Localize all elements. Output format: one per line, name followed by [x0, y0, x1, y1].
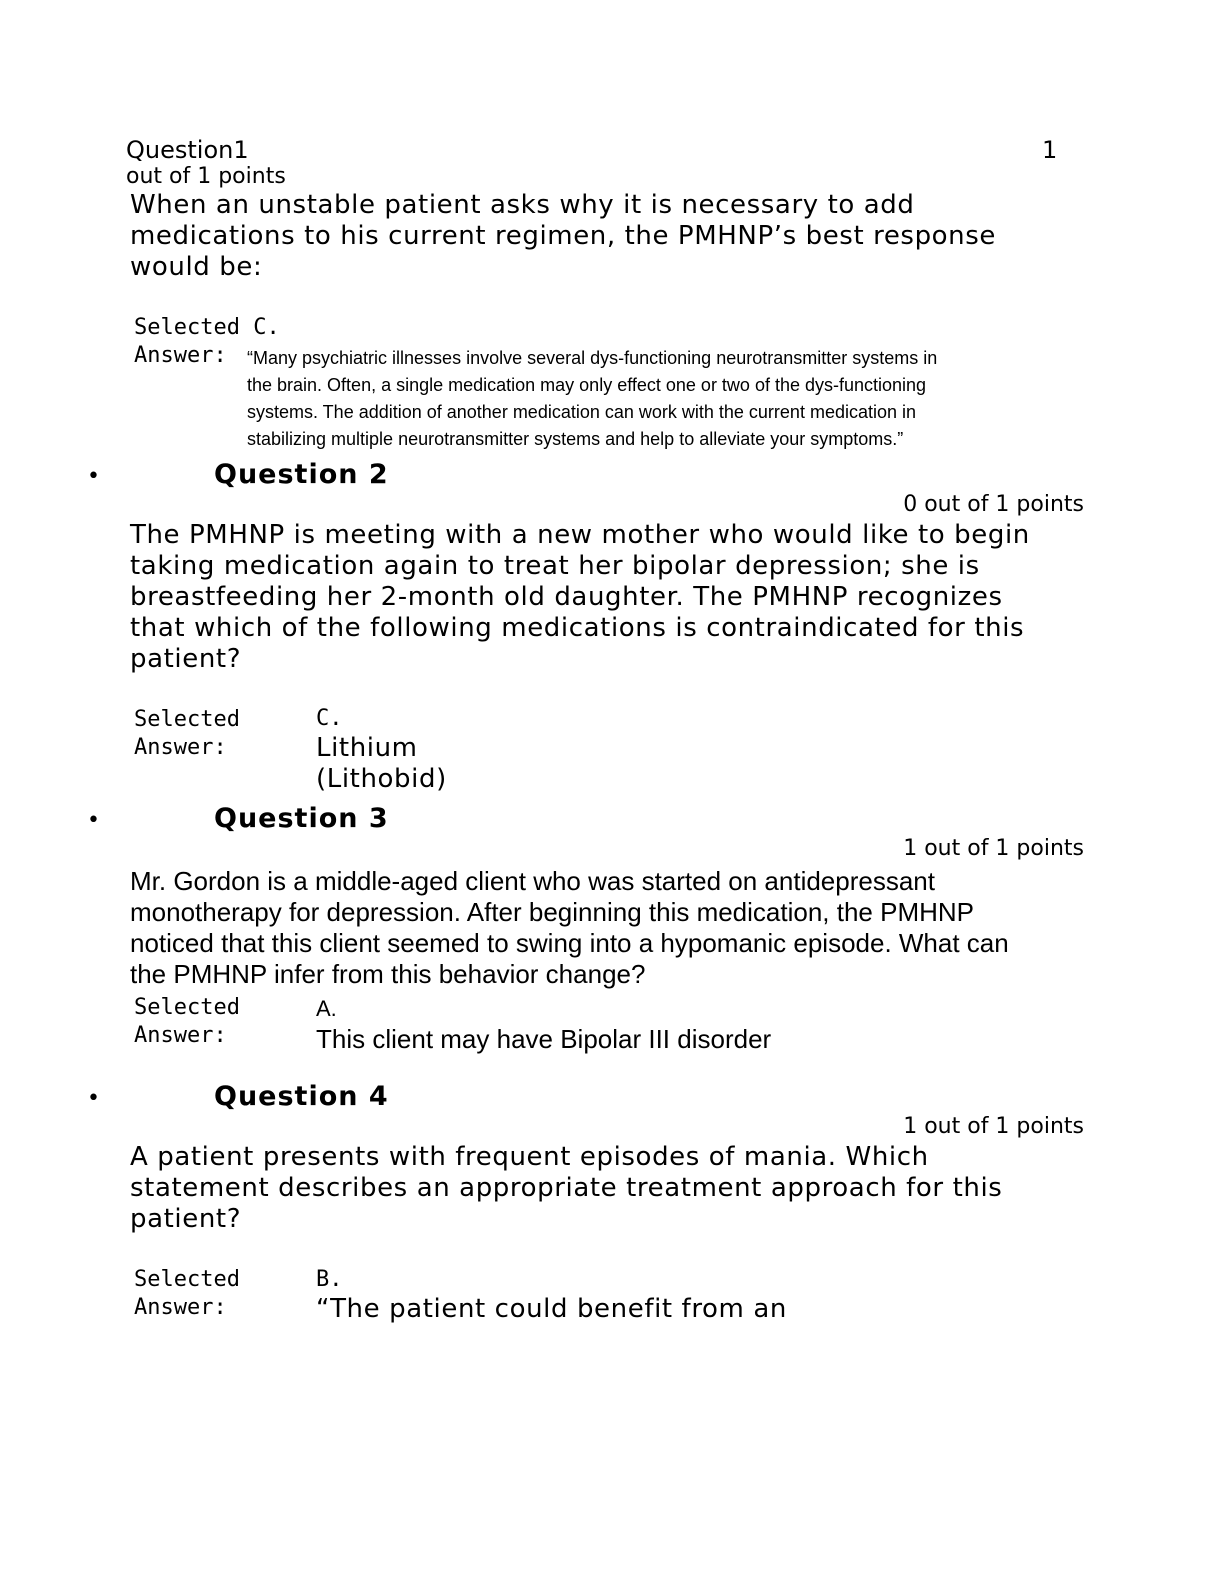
- question-4-title: Question 4: [214, 1081, 389, 1112]
- question-line: patient?: [130, 644, 242, 674]
- question-4-answer-label: [134, 1266, 240, 1322]
- question-line: Mr. Gordon is a middle-aged client who was started on antidepressant: [130, 866, 935, 896]
- question-line: statement describes an appropriate treatment approach for this: [130, 1173, 1003, 1203]
- question-line: that which of the following medications is contraindicated for this: [130, 613, 1025, 643]
- question-line: When an unstable patient asks why it is necessary to add: [130, 190, 915, 220]
- question-3-answer-label: [134, 994, 240, 1050]
- answer-line: stabilizing multiple neurotransmitter systems and help to alleviate your symptoms.”: [247, 429, 904, 449]
- question-3-letter: A.: [316, 996, 337, 1021]
- selected-label: Selected: [134, 707, 240, 732]
- question-2-answer-label: [134, 706, 240, 762]
- question-line: The PMHNP is meeting with a new mother who would like to begin: [130, 520, 1030, 550]
- answer-line: Lithium: [316, 733, 418, 763]
- question-line: the PMHNP infer from this behavior change?: [130, 959, 646, 989]
- bullet-icon: •: [87, 808, 100, 833]
- question-2-text: [130, 520, 1030, 675]
- answer-label: Answer:: [134, 1295, 227, 1320]
- question-2-title: Question 2: [214, 459, 389, 490]
- answer-line: “Many psychiatric illnesses involve several dys-functioning neurotransmitter systems in: [247, 348, 938, 368]
- question-line: patient?: [130, 1204, 242, 1234]
- selected-letter: C.: [253, 315, 280, 340]
- question-line: breastfeeding her 2-month old daughter. The PMHNP recognizes: [130, 582, 1003, 612]
- answer-line: systems. The addition of another medication can work with the current medication in: [247, 402, 917, 422]
- answer-label: Answer:: [134, 1023, 227, 1048]
- answer-line: (Lithobid): [316, 764, 447, 794]
- selected-label: Selected: [134, 1267, 240, 1292]
- question-line: taking medication again to treat her bipolar depression; she is: [130, 551, 980, 581]
- question-line: monotherapy for depression. After beginning this medication, the PMHNP: [130, 897, 975, 927]
- selected-label: Selected: [134, 995, 240, 1020]
- bullet-icon: •: [87, 1086, 100, 1111]
- question-2-points: 0 out of 1 points: [903, 492, 1084, 517]
- question-1-number: 1: [1042, 136, 1058, 164]
- question-1-title: Question1: [126, 136, 249, 164]
- question-4-selected-answer: “The patient could benefit from an: [316, 1294, 787, 1324]
- question-4-text: [130, 1142, 1002, 1235]
- question-line: would be:: [130, 252, 263, 282]
- question-line: medications to his current regimen, the PMHNP’s best response: [130, 221, 996, 251]
- question-line: noticed that this client seemed to swing into a hypomanic episode. What can: [130, 928, 1009, 958]
- question-2-letter: C.: [316, 706, 343, 731]
- question-3-points: 1 out of 1 points: [903, 836, 1084, 861]
- question-3-title: Question 3: [214, 803, 389, 834]
- question-4-letter: B.: [316, 1267, 343, 1292]
- question-1-selected-answer: [247, 345, 937, 453]
- question-line: A patient presents with frequent episodes of mania. Which: [130, 1142, 929, 1172]
- question-1-text: [130, 190, 996, 283]
- answer-line: the brain. Often, a single medication may only effect one or two of the dys-functioning: [247, 375, 927, 395]
- answer-label: Answer:: [134, 343, 227, 368]
- answer-label: Answer:: [134, 735, 227, 760]
- bullet-icon: •: [87, 464, 100, 489]
- question-4-points: 1 out of 1 points: [903, 1114, 1084, 1139]
- question-2-selected-answer: [316, 733, 447, 795]
- selected-label: Selected: [134, 315, 240, 340]
- question-1-points: out of 1 points: [126, 164, 286, 189]
- question-3-selected-answer: This client may have Bipolar III disorder: [316, 1024, 772, 1054]
- question-3-text: [130, 866, 1009, 990]
